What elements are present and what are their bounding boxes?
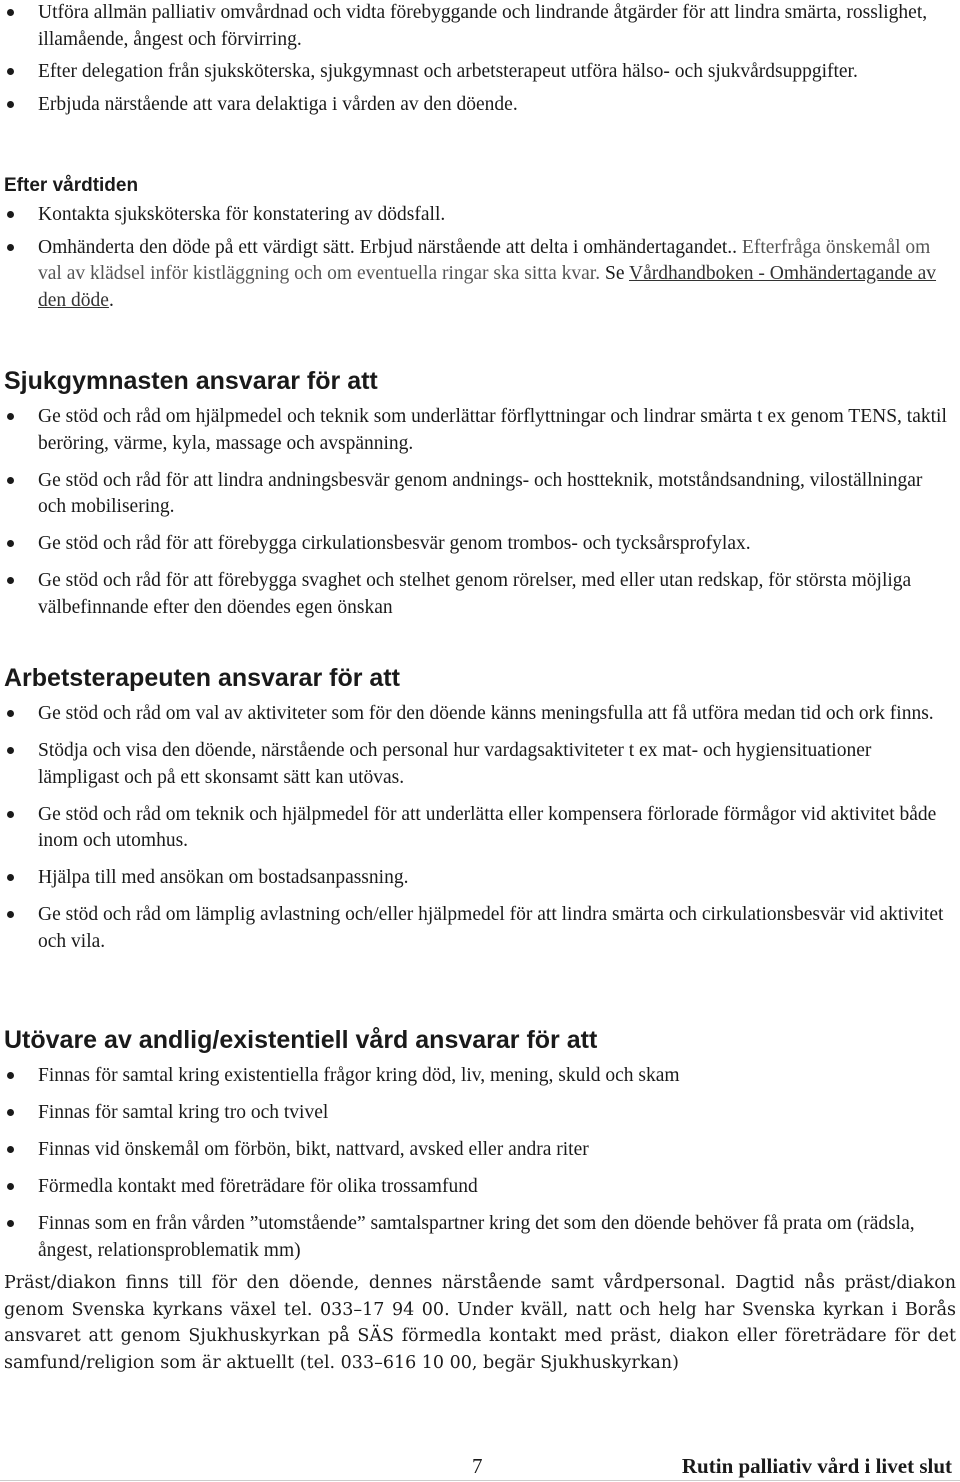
list-item-text: Omhänderta den döde på ett värdigt sätt. Erbjud närstående att delta i omhändertagandet.. (38, 236, 738, 258)
section-heading: Sjukgymnasten ansvarar för att (4, 367, 378, 395)
contact-paragraph: Präst/diakon finns till för den döende, dennes närstående samt vårdpersonal. Dagtid nås präst/diakon genom Svenska kyrkans växel tel. 033–17 94 00. Under kväll, natt och helg har Svenska kyrkan i Borås ansvaret att genom Sjukhuskyrkan på SÄS förmedla kontakt med präst, diakon eller företrädare för det samfund/religion som är aktuellt (tel. 033–616 10 00, begär Sjukhuskyrkan) (4, 1273, 956, 1373)
list-item: Kontakta sjuksköterska för konstatering av dödsfall. (0, 202, 960, 229)
list-item (0, 235, 960, 315)
list-item: Efter delegation från sjuksköterska, sjukgymnast och arbetsterapeut utföra hälso- och sjukvårdsuppgifter. (0, 59, 960, 86)
list-item: Finnas som en från vården ”utomstående” samtalspartner kring det som den döende behöver få prata om (rädsla, ångest, relationsproblematik mm) (0, 1211, 960, 1264)
arbetsterapeut-section (0, 663, 960, 966)
footer-title: Rutin palliativ vård i livet slut (681, 1454, 952, 1478)
efter-vardtiden-list (0, 202, 960, 314)
andlig-list (0, 1063, 960, 1264)
list-item: Finnas vid önskemål om förbön, bikt, nattvard, avsked eller andra riter (0, 1137, 960, 1164)
page-number: 7 (472, 1454, 483, 1478)
arbetsterapeut-list (0, 701, 960, 955)
vardhandboken-link[interactable]: Vårdhandboken - Omhändertagande av den döde (38, 263, 937, 311)
list-item-text: . (108, 289, 114, 311)
list-item: Utföra allmän palliativ omvårdnad och vidta förebyggande och lindrande åtgärder för att lindra smärta, rosslighet, illamående, ångest och förvirring. (0, 0, 960, 53)
list-item: Ge stöd och råd om teknik och hjälpmedel för att underlätta eller kompensera förlorade förmågor vid aktivitet både inom och utomhus. (0, 802, 960, 855)
list-item: Finnas för samtal kring existentiella frågor kring död, liv, mening, skuld och skam (0, 1063, 960, 1090)
list-item: Hjälpa till med ansökan om bostadsanpassning. (0, 865, 960, 892)
section-heading: Arbetsterapeuten ansvarar för att (4, 664, 400, 692)
list-item: Stödja och visa den döende, närstående och personal hur vardagsaktiviteter t ex mat- och hygiensituationer lämpligast och på ett skonsamt sätt kan utövas. (0, 738, 960, 791)
list-item: Finnas för samtal kring tro och tvivel (0, 1100, 960, 1127)
list-item: Förmedla kontakt med företrädare för olika trossamfund (0, 1174, 960, 1201)
list-item: Ge stöd och råd för att förebygga svaghet och stelhet genom rörelser, med eller utan redskap, för största möjliga välbefinnande efter den döendes egen önskan (0, 568, 960, 621)
list-item: Ge stöd och råd för att förebygga cirkulationsbesvär genom trombos- och tycksårsprofylax. (0, 531, 960, 558)
list-item: Ge stöd och råd för att lindra andningsbesvär genom andnings- och hostteknik, motståndsandning, viloställningar och mobilisering. (0, 468, 960, 521)
list-item: Ge stöd och råd om val av aktiviteter som för den döende känns meningsfulla att få utföra medan tid och ork finns. (0, 701, 960, 728)
section-heading: Utövare av andlig/existentiell vård ansvarar för att (4, 1026, 598, 1054)
footer-divider (0, 1480, 960, 1481)
list-item: Ge stöd och råd om lämplig avlastning och/eller hjälpmedel för att lindra smärta och cirkulationsbesvär vid aktivitet och vila. (0, 902, 960, 955)
list-item-text: Se (600, 263, 630, 284)
sjukgymnast-section (0, 366, 960, 632)
sjukgymnast-list (0, 404, 960, 621)
intro-bullet-list (0, 0, 960, 124)
section-heading: Efter vårdtiden (4, 175, 139, 196)
list-item: Ge stöd och råd om hjälpmedel och teknik som underlättar förflyttningar och lindrar smärta t ex genom TENS, taktil beröring, värme, kyla, massage och avspänning. (0, 404, 960, 457)
andlig-section (0, 1025, 960, 1376)
list-item: Erbjuda närstående att vara delaktiga i vården av den döende. (0, 92, 960, 119)
list-item-text: Efterfråga önskemål om val av klädsel inför kistläggning och om eventuella ringar ska sitta kvar. (38, 236, 931, 284)
efter-vardtiden-section (0, 174, 960, 320)
